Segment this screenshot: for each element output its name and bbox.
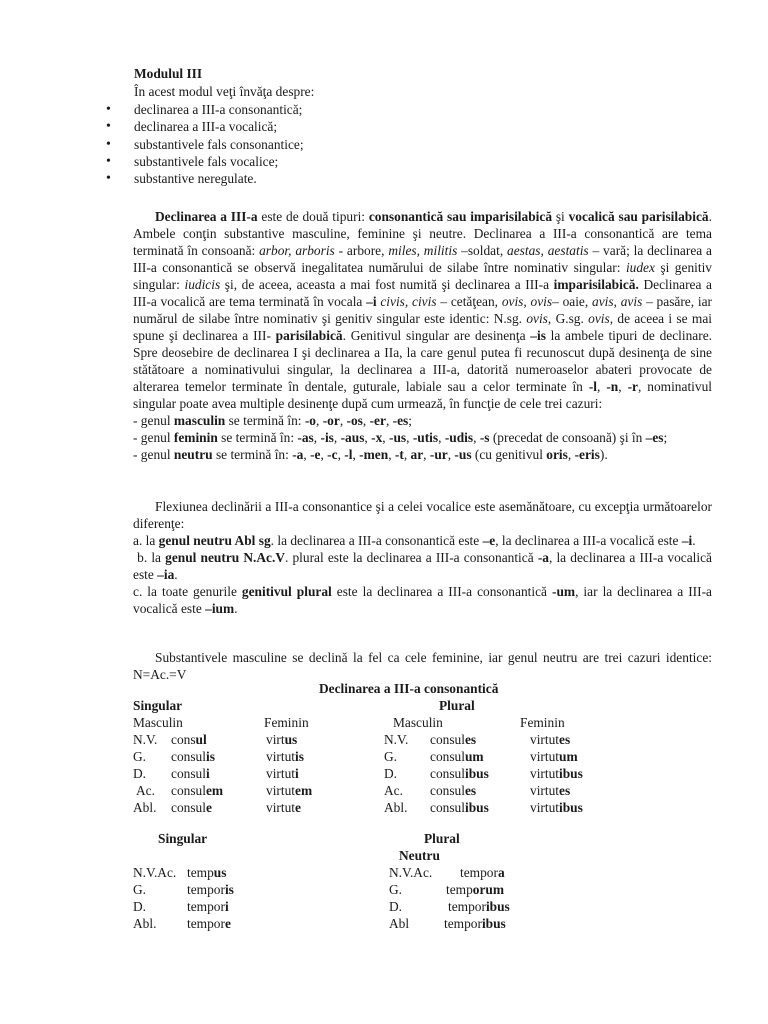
module-title: Modulul III — [134, 66, 203, 81]
table1-masculine-singular: consulem — [171, 783, 224, 798]
topic-item: • substantive neregulate. — [102, 170, 304, 187]
table1-masculine-singular: consule — [171, 800, 212, 815]
table1-feminine-singular: virtutis — [266, 749, 304, 764]
table2-plural-label: Plural — [424, 831, 460, 846]
table2-case-singular: N.V.Ac. — [133, 865, 177, 880]
table1-feminine-plural: virtutibus — [530, 766, 583, 781]
table1-feminine-plural: virtutum — [530, 749, 578, 764]
topic-item: • declinarea a III-a vocalică; — [102, 118, 304, 135]
paragraph-differences: Flexiunea declinării a III-a consonantice şi a celei vocalice este asemănătoare, cu excepţia următoarelor diferenţe: a. la genul neutru Abl sg. la declinarea a III-a consonantică este –e, la declinarea a III-a vocalică este –i. b. la genul neutru N.Ac.V. plural este la declinarea a III-a consonantică -a, la declinarea a III-a vocalică este –ia. c. la toate genurile genitivul plural este la declinarea a III-a consonantică -um, iar la declinarea a III-a vocalică este –ium. — [133, 499, 713, 616]
table1-masculine-singular: consul — [171, 732, 207, 747]
table2-neuter-singular: tempori — [187, 899, 229, 914]
table2-neuter-plural: temporibus — [448, 899, 510, 914]
table1-case-singular: G. — [133, 749, 147, 764]
table1-case-plural: Abl. — [384, 800, 408, 815]
table2-case-singular: D. — [133, 899, 147, 914]
table1-feminine-singular: virtuti — [266, 766, 299, 781]
table1-feminine-plural: virtutes — [530, 732, 571, 747]
table2-case-singular: G. — [133, 882, 147, 897]
table2-case-plural: G. — [389, 882, 403, 897]
paragraph-masculine-neuter: Substantivele masculine se declină la fel ca cele feminine, iar genul neutru are trei cazuri identice: N=Ac.=V — [133, 650, 712, 682]
table1-title: Declinarea a III-a consonantică — [319, 681, 499, 696]
table1-case-plural: Ac. — [384, 783, 403, 798]
table1-masculine-plural: consulum — [430, 749, 484, 764]
table1-plural-label: Plural — [439, 698, 475, 713]
table1-masculine-plural: consules — [430, 783, 477, 798]
table1-feminine-plural: virtutibus — [530, 800, 583, 815]
topic-item: • declinarea a III-a consonantică; — [102, 101, 304, 118]
table1-case-singular: N.V. — [133, 732, 158, 747]
table1-masculine-plural: consules — [430, 732, 477, 747]
table2-neuter-plural: temporum — [446, 882, 505, 897]
table2-case-singular: Abl. — [133, 916, 157, 931]
topic-list — [102, 101, 304, 187]
table2-neuter-plural: temporibus — [444, 916, 506, 931]
table1-case-singular: D. — [133, 766, 147, 781]
topic-item: • substantivele fals vocalice; — [102, 153, 304, 170]
table1-col-masc-pl: Masculin — [393, 715, 443, 730]
table2-neuter-singular: tempore — [187, 916, 231, 931]
table1-col-masc-sg: Masculin — [133, 715, 183, 730]
table1-masculine-plural: consulibus — [430, 800, 489, 815]
table1-case-singular: Ac. — [136, 783, 155, 798]
table1-col-fem-pl: Feminin — [520, 715, 565, 730]
table1-case-plural: D. — [384, 766, 398, 781]
topic-item: • substantivele fals consonantice; — [102, 136, 304, 153]
table2-neuter-singular: temporis — [187, 882, 234, 897]
table1-masculine-singular: consuli — [171, 766, 210, 781]
table1-feminine-singular: virtutem — [266, 783, 313, 798]
table2-neuter-plural: tempora — [460, 865, 505, 880]
module-intro: În acest modul veţi învăţa despre: — [134, 84, 315, 99]
table2-singular-label: Singular — [158, 831, 208, 846]
table1-case-plural: G. — [384, 749, 398, 764]
table2-neuter-singular: tempus — [187, 865, 227, 880]
table1-case-singular: Abl. — [133, 800, 157, 815]
table1-feminine-singular: virtute — [266, 800, 301, 815]
table1-col-fem-sg: Feminin — [264, 715, 309, 730]
table2-case-plural: Abl — [389, 916, 410, 931]
table2-case-plural: N.V.Ac. — [389, 865, 433, 880]
table1-masculine-plural: consulibus — [430, 766, 489, 781]
paragraph-declension-types: Declinarea a III-a este de două tipuri: consonantică sau imparisilabică şi vocalică sau parisilabică. Ambele conţin substantive masculine, feminine şi neutre. Declinarea a III-a consonantică are tema terminată în consoană: arbor, arboris - arbore, miles, militis –soldat, aestas, aestatis – vară; la declinarea a III-a consonantică se observă inegalitatea numărului de silabe între nominativ singular: iudex şi genitiv singular: iudicis şi, de aceea, aceasta a mai fost numită şi declinarea a III-a imparisilabică. Declinarea a III-a vocalică are tema terminată în vocala –i civis, civis – cetăţean, ovis, ovis– oaie, avis, avis – pasăre, iar numărul de silabe între nominativ şi genitiv singular este identic: N.sg. ovis, G.sg. ovis, de aceea i se mai spune şi declinarea a III- parisilabică. Genitivul singular are desinenţa –is la ambele tipuri de declinare. Spre deosebire de declinarea I şi declinarea a IIa, la care genul putea fi recunoscut după desinenţa de sine stătătoare a nominativului singular, la declinarea a III-a, datorită numeroaselor abateri provocate de alterarea temelor terminate în dentale, guturale, labiale sau a celor terminate în -l, -n, -r, nominativul singular poate avea multiple desinenţe după cum urmează, în funcţie de cele trei cazuri: - genul masculin se termină în: -o, -or, -os, -er, -es; - genul feminin se termină în: -as, -is, -aus, -x, -us, -utis, -udis, -s (precedat de consoană) şi în –es; - genul neutru se termină în: -a, -e, -c, -l, -men, -t, ar, -ur, -us (cu genitivul oris, -eris). — [133, 209, 713, 462]
table2-case-plural: D. — [389, 899, 403, 914]
table2-gender-label: Neutru — [399, 848, 440, 863]
table1-feminine-plural: virtutes — [530, 783, 571, 798]
table1-masculine-singular: consulis — [171, 749, 215, 764]
table1-singular-label: Singular — [133, 698, 183, 713]
table1-feminine-singular: virtus — [266, 732, 298, 747]
table1-case-plural: N.V. — [384, 732, 409, 747]
